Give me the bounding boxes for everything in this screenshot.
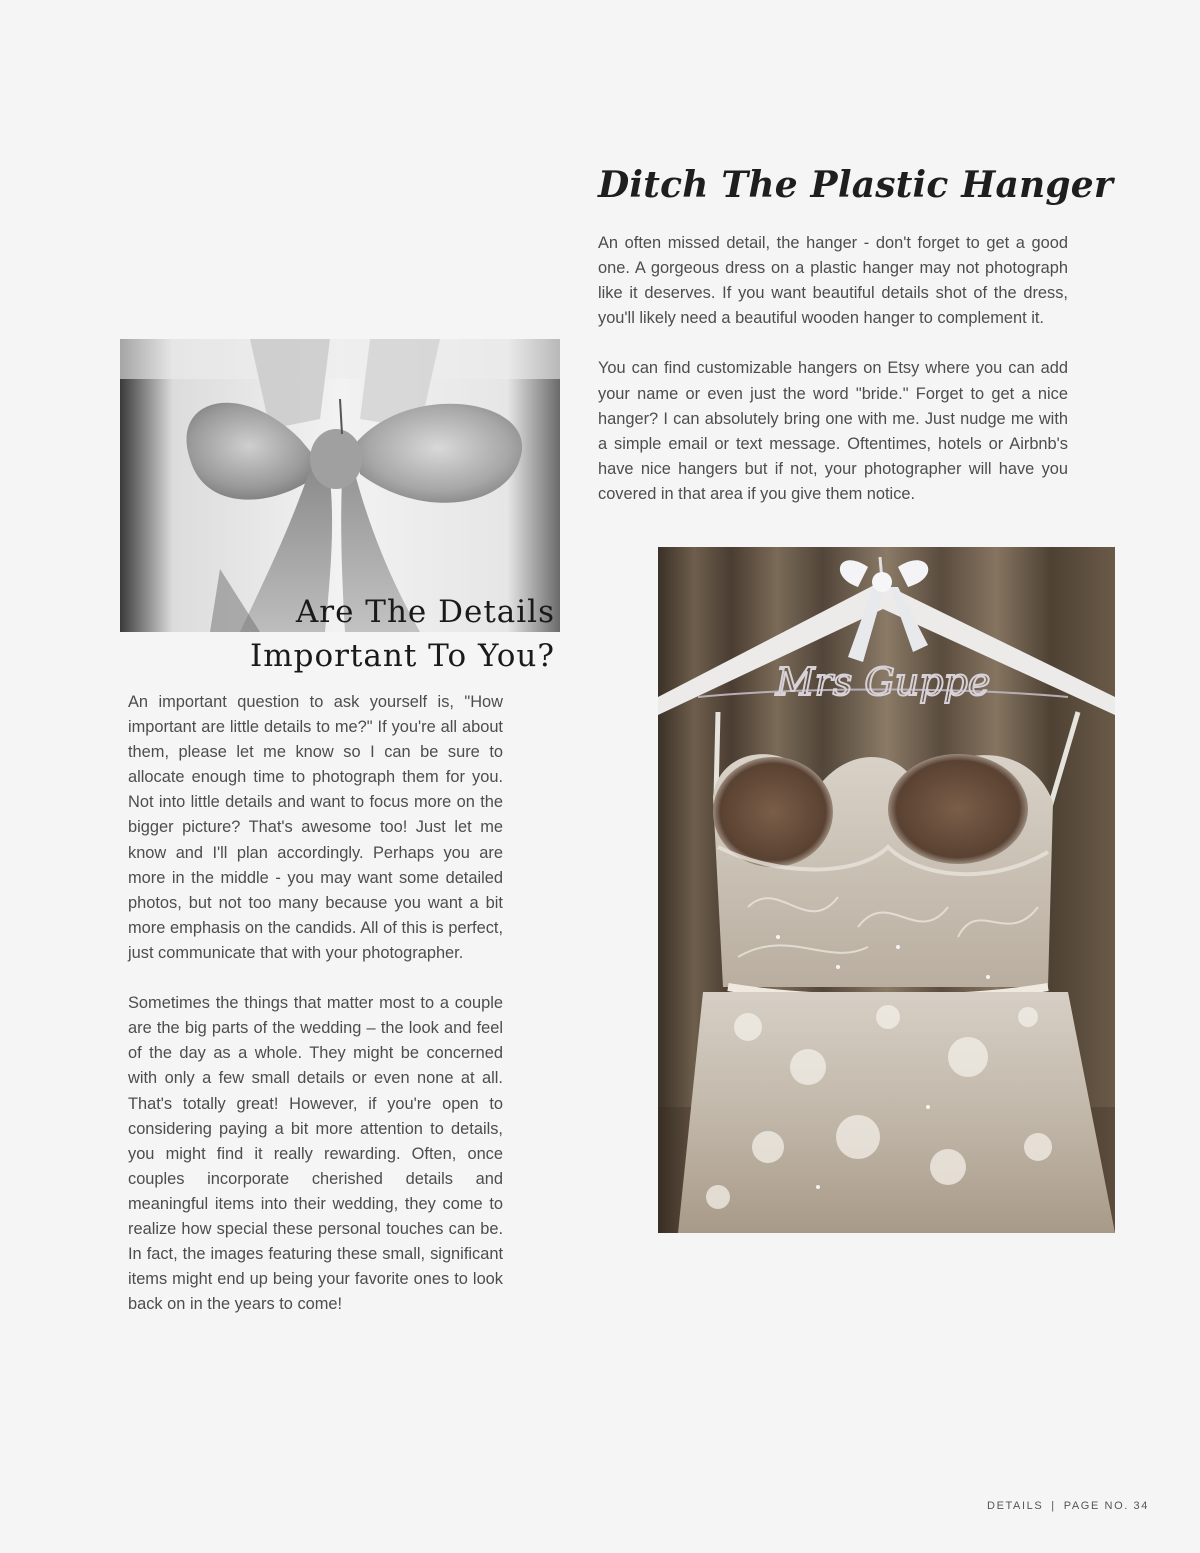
footer-separator: | [1051,1500,1056,1512]
page-footer [987,1500,1149,1512]
hanger-section-body [598,231,1068,507]
details-section-title [200,590,555,678]
footer-page-number: PAGE NO. 34 [1063,1500,1149,1512]
details-title-line-2: Important To You? [250,638,555,674]
hanger-paragraph-2: You can find customizable hangers on Etsy where you can add your name or even just the word "bride." Forget to get a nice hanger? I can absolutely bring one with me. Just nudge me with a simple email or text message. Oftentimes, hotels or Airbnb's have nice hangers but if not, your photographer will have you covered in that area if you give them notice. [598,359,1068,503]
hanger-lettering: Mrs Guppe [775,660,991,704]
details-paragraph-1: An important question to ask yourself is, "How important are little details to me?" If you're all about them, please let me know so I can be sure to allocate enough time to photograph them for you. Not into little details and want to focus more on the bigger picture? That's awesome too! Just let me know and I'll plan accordingly. Perhaps you are more in the middle - you may want some detailed photos, but not too many because you want a bit more emphasis on the candids. All of this is perfect, just communicate that with your photographer. [128,693,503,962]
bow-photo [120,339,560,632]
dress-photo-image [658,547,1115,1233]
details-title-line-1: Are The Details [295,594,555,630]
details-paragraph-2: Sometimes the things that matter most to a couple are the big parts of the wedding – the look and feel of the day as a whole. They might be concerned with only a few small details or even none at all. That's totally great! However, if you're open to considering paying a bit more attention to details, you might find it really rewarding. Often, once couples incorporate cherished details and meaningful items into their wedding, they come to realize how special these personal touches can be. In fact, the images featuring these small, significant items might end up being your favorite ones to look back on in the years to come! [128,994,503,1314]
details-section-body [128,690,503,1317]
hanger-paragraph-1: An often missed detail, the hanger - don't forget to get a good one. A gorgeous dress on a plastic hanger may not photograph like it deserves. If you want beautiful details shot of the dress, you'll likely need a beautiful wooden hanger to complement it. [598,234,1068,328]
footer-section-label: DETAILS [987,1500,1044,1512]
dress-photo [658,547,1115,1233]
bow-photo-image [120,339,560,632]
hanger-section-title: Ditch The Plastic Hanger [598,164,1114,207]
